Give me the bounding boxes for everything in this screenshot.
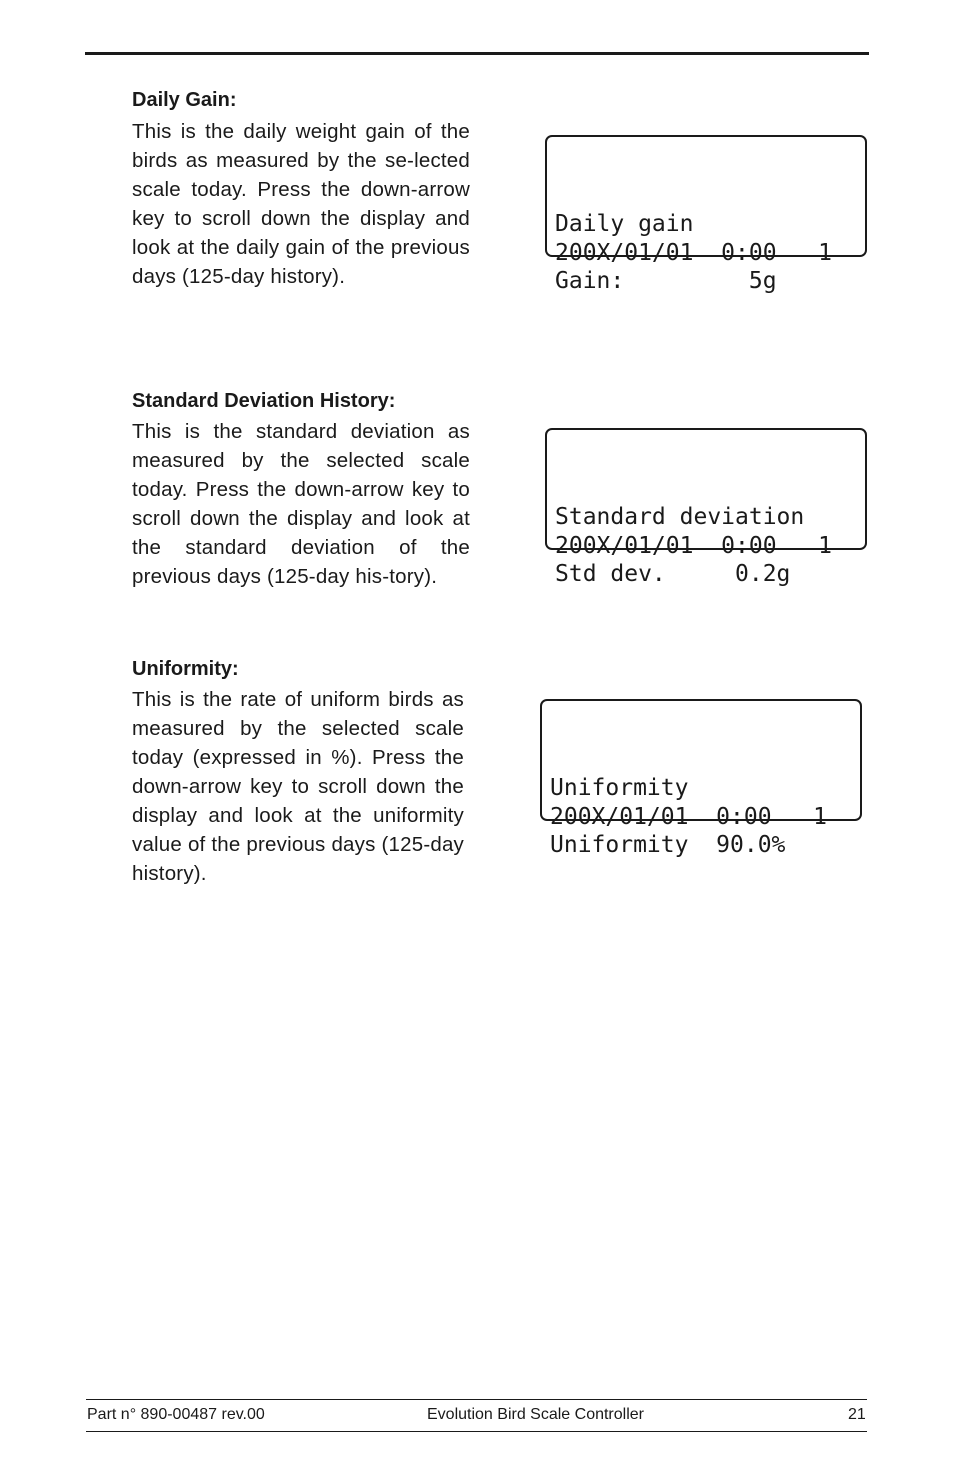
uniformity-display xyxy=(540,699,862,858)
display-line: Uniformity xyxy=(550,775,689,801)
std-dev-description: This is the standard deviation as measured by the selected scale today. Press the down-arrow key to scroll down the display and look at the standard deviation of the previous days (125-day his-tory). xyxy=(132,420,470,588)
footer-part-number: Part n° 890-00487 rev.00 xyxy=(87,1406,265,1423)
display-line: 200X/01/01 0:00 1 xyxy=(550,803,827,830)
daily-gain-description: This is the daily weight gain of the birds as measured by the se-lected scale today. Press the down-arrow key to scroll down the display and look at the daily gain of the previous days (125-day history). xyxy=(132,120,470,288)
std-dev-heading: Standard Deviation History: xyxy=(132,390,396,412)
display-line: 200X/01/01 0:00 1 xyxy=(555,532,832,559)
display-line: Gain: 5g xyxy=(555,268,777,294)
header-rule xyxy=(85,52,869,55)
footer-top-rule xyxy=(86,1399,867,1400)
display-line: Std dev. 0.2g xyxy=(555,561,791,587)
display-line: Standard deviation xyxy=(555,504,805,530)
footer-page-number: 21 xyxy=(848,1406,866,1423)
uniformity-heading: Uniformity: xyxy=(132,658,239,680)
std-dev-display xyxy=(545,428,867,587)
display-line: Uniformity 90.0% xyxy=(550,832,786,858)
display-line: Daily gain xyxy=(555,211,694,237)
daily-gain-display xyxy=(545,135,867,294)
display-line: 200X/01/01 0:00 1 xyxy=(555,239,832,266)
uniformity-description: This is the rate of uniform birds as measured by the selected scale today (expressed in %). Press the down-arrow key to scroll down the display and look at the uniformity value of the previous days (125-day history). xyxy=(132,688,464,885)
daily-gain-heading: Daily Gain: xyxy=(132,89,237,111)
footer-document-title: Evolution Bird Scale Controller xyxy=(427,1406,644,1423)
footer-bottom-rule xyxy=(86,1431,867,1432)
